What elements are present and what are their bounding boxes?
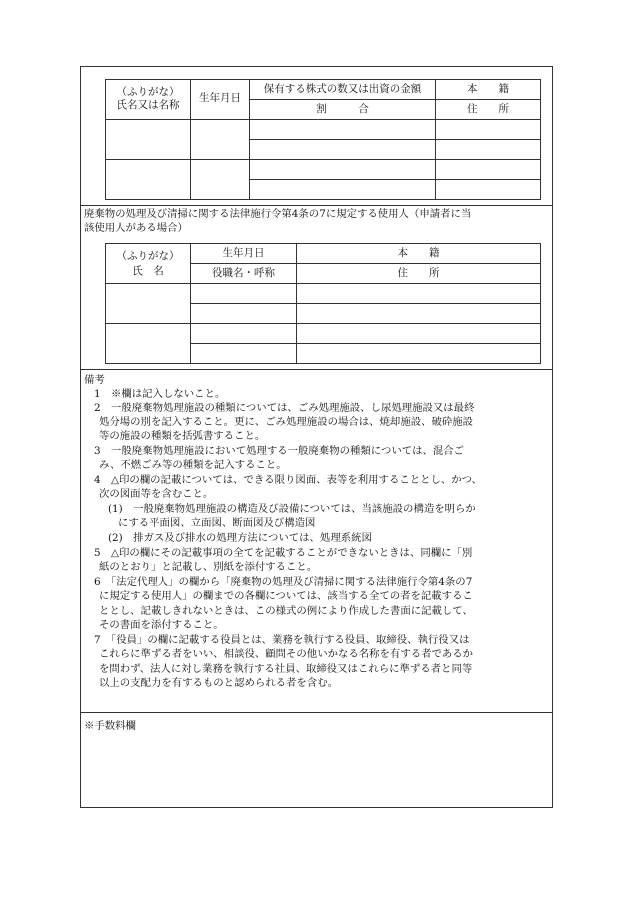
agent-honseki-label: 本 籍 xyxy=(397,247,440,259)
fee-input-area[interactable] xyxy=(82,736,550,806)
shares-label: 保有する株式の数又は出資の金額 xyxy=(263,83,422,95)
note-line: に規定する使用人」の欄までの各欄については、該当する全ての者を記載するこ xyxy=(99,590,473,602)
note-line: 6 「法定代理人」の欄から「廃棄物の処理及び清掃に関する法律施行令第4条の7 xyxy=(94,576,473,588)
note-line: その書面を添付すること。 xyxy=(99,619,224,631)
note-line: み、不燃ごみ等の種類を記入すること。 xyxy=(99,459,287,471)
fee-divider xyxy=(80,712,553,713)
section-divider xyxy=(80,205,553,206)
address-label: 住 所 xyxy=(467,103,509,115)
note-line: 3 一般廃棄物処理施設において処理する一般廃棄物の種類については、混合ご xyxy=(94,445,465,457)
name-label: 氏名又は名称 xyxy=(116,99,180,111)
note-line: 処分場の別を記入すること。更に、ごみ処理施設の場合は、焼却施設、破砕施設 xyxy=(99,416,474,428)
note-line: (1) 一般廃棄物処理施設の構造及び設備については、当該施設の構造を明らか xyxy=(108,503,476,515)
agent-role-label: 役職名・呼称 xyxy=(212,267,275,279)
note-line: 2 一般廃棄物処理施設の種類については、ごみ処理施設、し尿処理施設又は最終 xyxy=(94,402,475,414)
notes-divider xyxy=(80,369,553,370)
note-line: 紙のとおり」と記載し、別紙を添付すること。 xyxy=(99,561,318,573)
ratio-label: 割 合 xyxy=(316,103,369,115)
birth-label: 生年月日 xyxy=(199,92,241,104)
agent-furigana-label: （ふりがな） xyxy=(116,250,180,262)
note-line: にする平面図、立面図、断面図及び構造図 xyxy=(118,517,316,529)
agent-name-label: 氏 名 xyxy=(132,265,164,277)
note-line: ととし、記載しきれないときは、この様式の例により作成した書面に記載して、 xyxy=(99,605,473,617)
note-line: 次の図面等を含むこと。 xyxy=(99,488,214,500)
fee-label: ※手数料欄 xyxy=(84,720,136,732)
note-line: (2) 排ガス及び排水の処理方法については、処理系統図 xyxy=(108,532,372,544)
honseki-label: 本 籍 xyxy=(467,83,509,95)
notes-heading: 備考 xyxy=(84,374,105,386)
note-line: 以上の支配力を有するものと認められる者を含む。 xyxy=(99,677,338,689)
note-line: 4 △印の欄の記載については、できる限り図面、表等を利用することとし、かつ、 xyxy=(94,474,483,486)
agent-section-title: 廃棄物の処理及び清掃に関する法律施行令第4条の7に規定する使用人（申請者に当 xyxy=(84,208,472,220)
note-line: 等の施設の種類を括弧書すること。 xyxy=(99,430,266,442)
note-line: 1 ※欄は記入しないこと。 xyxy=(94,388,226,400)
note-line: を問わず、法人に対し業務を執行する社員、取締役又はこれらに準ずる者と同等 xyxy=(99,663,473,675)
agent-section-title-cont: 該使用人がある場合） xyxy=(84,222,188,234)
note-line: 7 「役員」の欄に記載する役員とは、業務を執行する役員、取締役、執行役又は xyxy=(94,634,470,646)
furigana-label: （ふりがな） xyxy=(116,86,180,98)
note-line: これらに準ずる者をいい、相談役、顧問その他いかなる名称を有する者であるか xyxy=(99,648,474,660)
note-line: 5 △印の欄にその記載事項の全てを記載することができないときは、同欄に「別 xyxy=(94,547,473,559)
agent-address-label: 住 所 xyxy=(397,267,440,279)
agent-birth-label: 生年月日 xyxy=(222,247,265,259)
